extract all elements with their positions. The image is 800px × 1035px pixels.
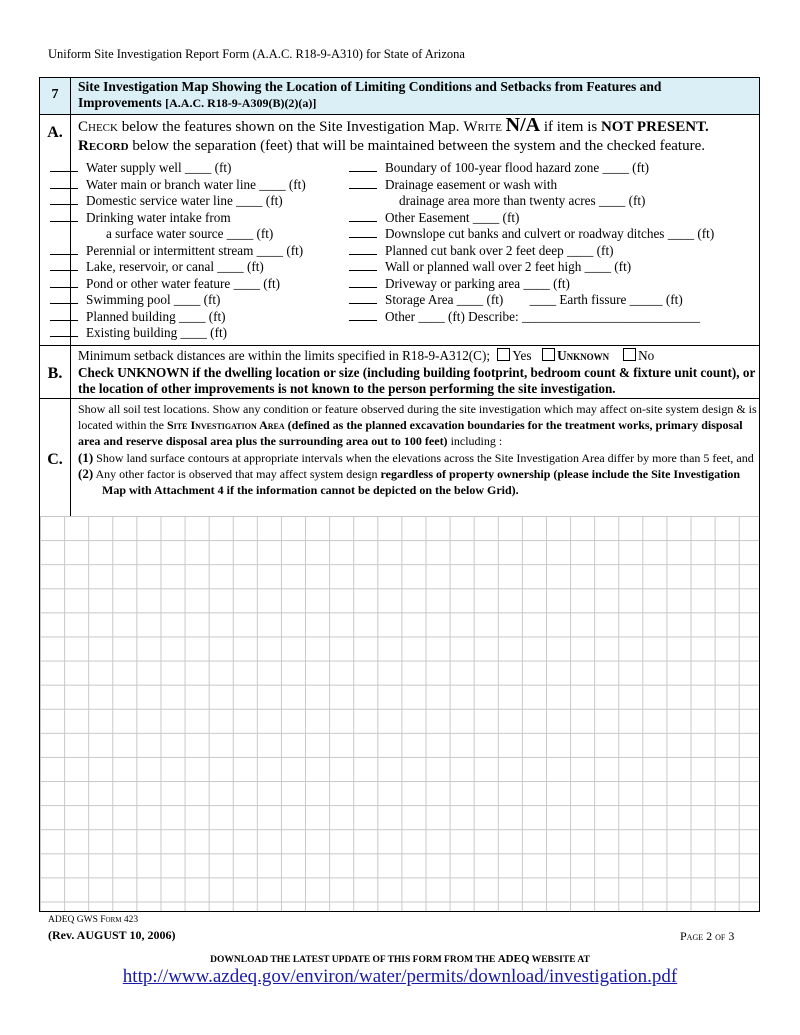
list-item[interactable]: Other Easement ____ (ft) [349,210,714,227]
section-a-instructions: Check below the features shown on the Site Investigation Map. Write N/A if item is NOT PRESENT. Record below the separation (feet) that will be maintained between the system and the checked feature. [78,114,709,154]
list-item[interactable]: Drinking water intake from [50,210,306,227]
list-item-continuation: a surface water source ____ (ft) [106,226,274,241]
list-item[interactable]: Planned cut bank over 2 feet deep ____ (ft) [349,243,714,260]
list-item[interactable]: Perennial or intermittent stream ____ (ft) [50,243,306,260]
unknown-checkbox[interactable] [542,348,555,361]
list-item[interactable]: Downslope cut banks and culvert or roadway ditches ____ (ft) [349,226,714,243]
list-item[interactable]: Swimming pool ____ (ft) [50,292,306,309]
list-item[interactable]: Storage Area ____ (ft) ____ Earth fissure _____ (ft) [349,292,714,309]
earth-fissure-item[interactable]: ____ Earth fissure _____ (ft) [529,292,683,307]
download-link[interactable]: http://www.azdeq.gov/environ/water/permits/download/investigation.pdf [122,966,678,987]
list-item[interactable]: Water main or branch water line ____ (ft) [50,177,306,194]
section-7-reference: [A.A.C. R18-9-A309(B)(2)(a)] [165,96,317,110]
list-item[interactable]: Planned building ____ (ft) [50,309,306,326]
page-number: Page 2 of 3 [680,929,735,943]
section-b-text: Minimum setback distances are within the limits specified in R18-9-A312(C); Yes Unknown No Check UNKNOWN if the dwelling location or size (including building footprint, bedroom count & fixture unit count), or the location of other improvements is not known to the person performing the site investigation. [78,348,756,396]
section-7-number: 7 [51,87,59,102]
list-item[interactable]: Drainage easement or wash with [349,177,714,194]
list-item[interactable]: Domestic service water line ____ (ft) [50,193,306,210]
list-item[interactable]: Boundary of 100-year flood hazard zone ____ (ft) [349,160,714,177]
list-item[interactable]: Other ____ (ft) Describe: ___________________________ [349,309,714,326]
features-right-list [349,160,714,325]
section-c-text: Show all soil test locations. Show any condition or feature observed during the site investigation which may affect on-site system design & is located within the Site Investigation Area (defined as the planned excavation boundaries for the treatment works, primary disposal area and reserve disposal area plus the surrounding area out to 100 feet) including : (1) Show land surface contours at appropriate intervals when the elevations across the Site Investigation Area differ by more than 5 feet, and (2) Any other factor is observed that may affect system design regardless of property ownership (please include the Site Investigation Map with Attachment 4 if the information cannot be depicted on the below Grid). [78,402,757,498]
section-7-title: Site Investigation Map Showing the Location of Limiting Conditions and Setbacks from Features and Improvements [A.A.C. R18-9-A309(B)(2)(a)] [78,79,662,110]
list-item[interactable]: Wall or planned wall over 2 feet high ____ (ft) [349,259,714,276]
form-header-title: Uniform Site Investigation Report Form (A.A.C. R18-9-A310) for State of Arizona [48,47,465,61]
section-b-letter: B. [47,365,63,382]
list-item[interactable]: Lake, reservoir, or canal ____ (ft) [50,259,306,276]
list-item[interactable]: Existing building ____ (ft) [50,325,306,342]
revision-date: (Rev. AUGUST 10, 2006) [48,928,176,942]
list-item[interactable]: Pond or other water feature ____ (ft) [50,276,306,293]
site-map-grid[interactable] [40,516,759,911]
list-item[interactable]: Water supply well ____ (ft) [50,160,306,177]
form-number: ADEQ GWS Form 423 [48,915,139,925]
list-item[interactable]: Driveway or parking area ____ (ft) [349,276,714,293]
list-item-continuation: drainage area more than twenty acres ____ (ft) [399,193,646,208]
yes-checkbox[interactable] [497,348,510,361]
section-table [39,77,760,912]
section-c-letter: C. [47,451,63,468]
no-checkbox[interactable] [623,348,636,361]
download-notice: DOWNLOAD THE LATEST UPDATE OF THIS FORM FROM THE ADEQ WEBSITE AT [210,953,590,965]
features-left-list [50,160,306,342]
section-a-letter: A. [47,124,63,141]
